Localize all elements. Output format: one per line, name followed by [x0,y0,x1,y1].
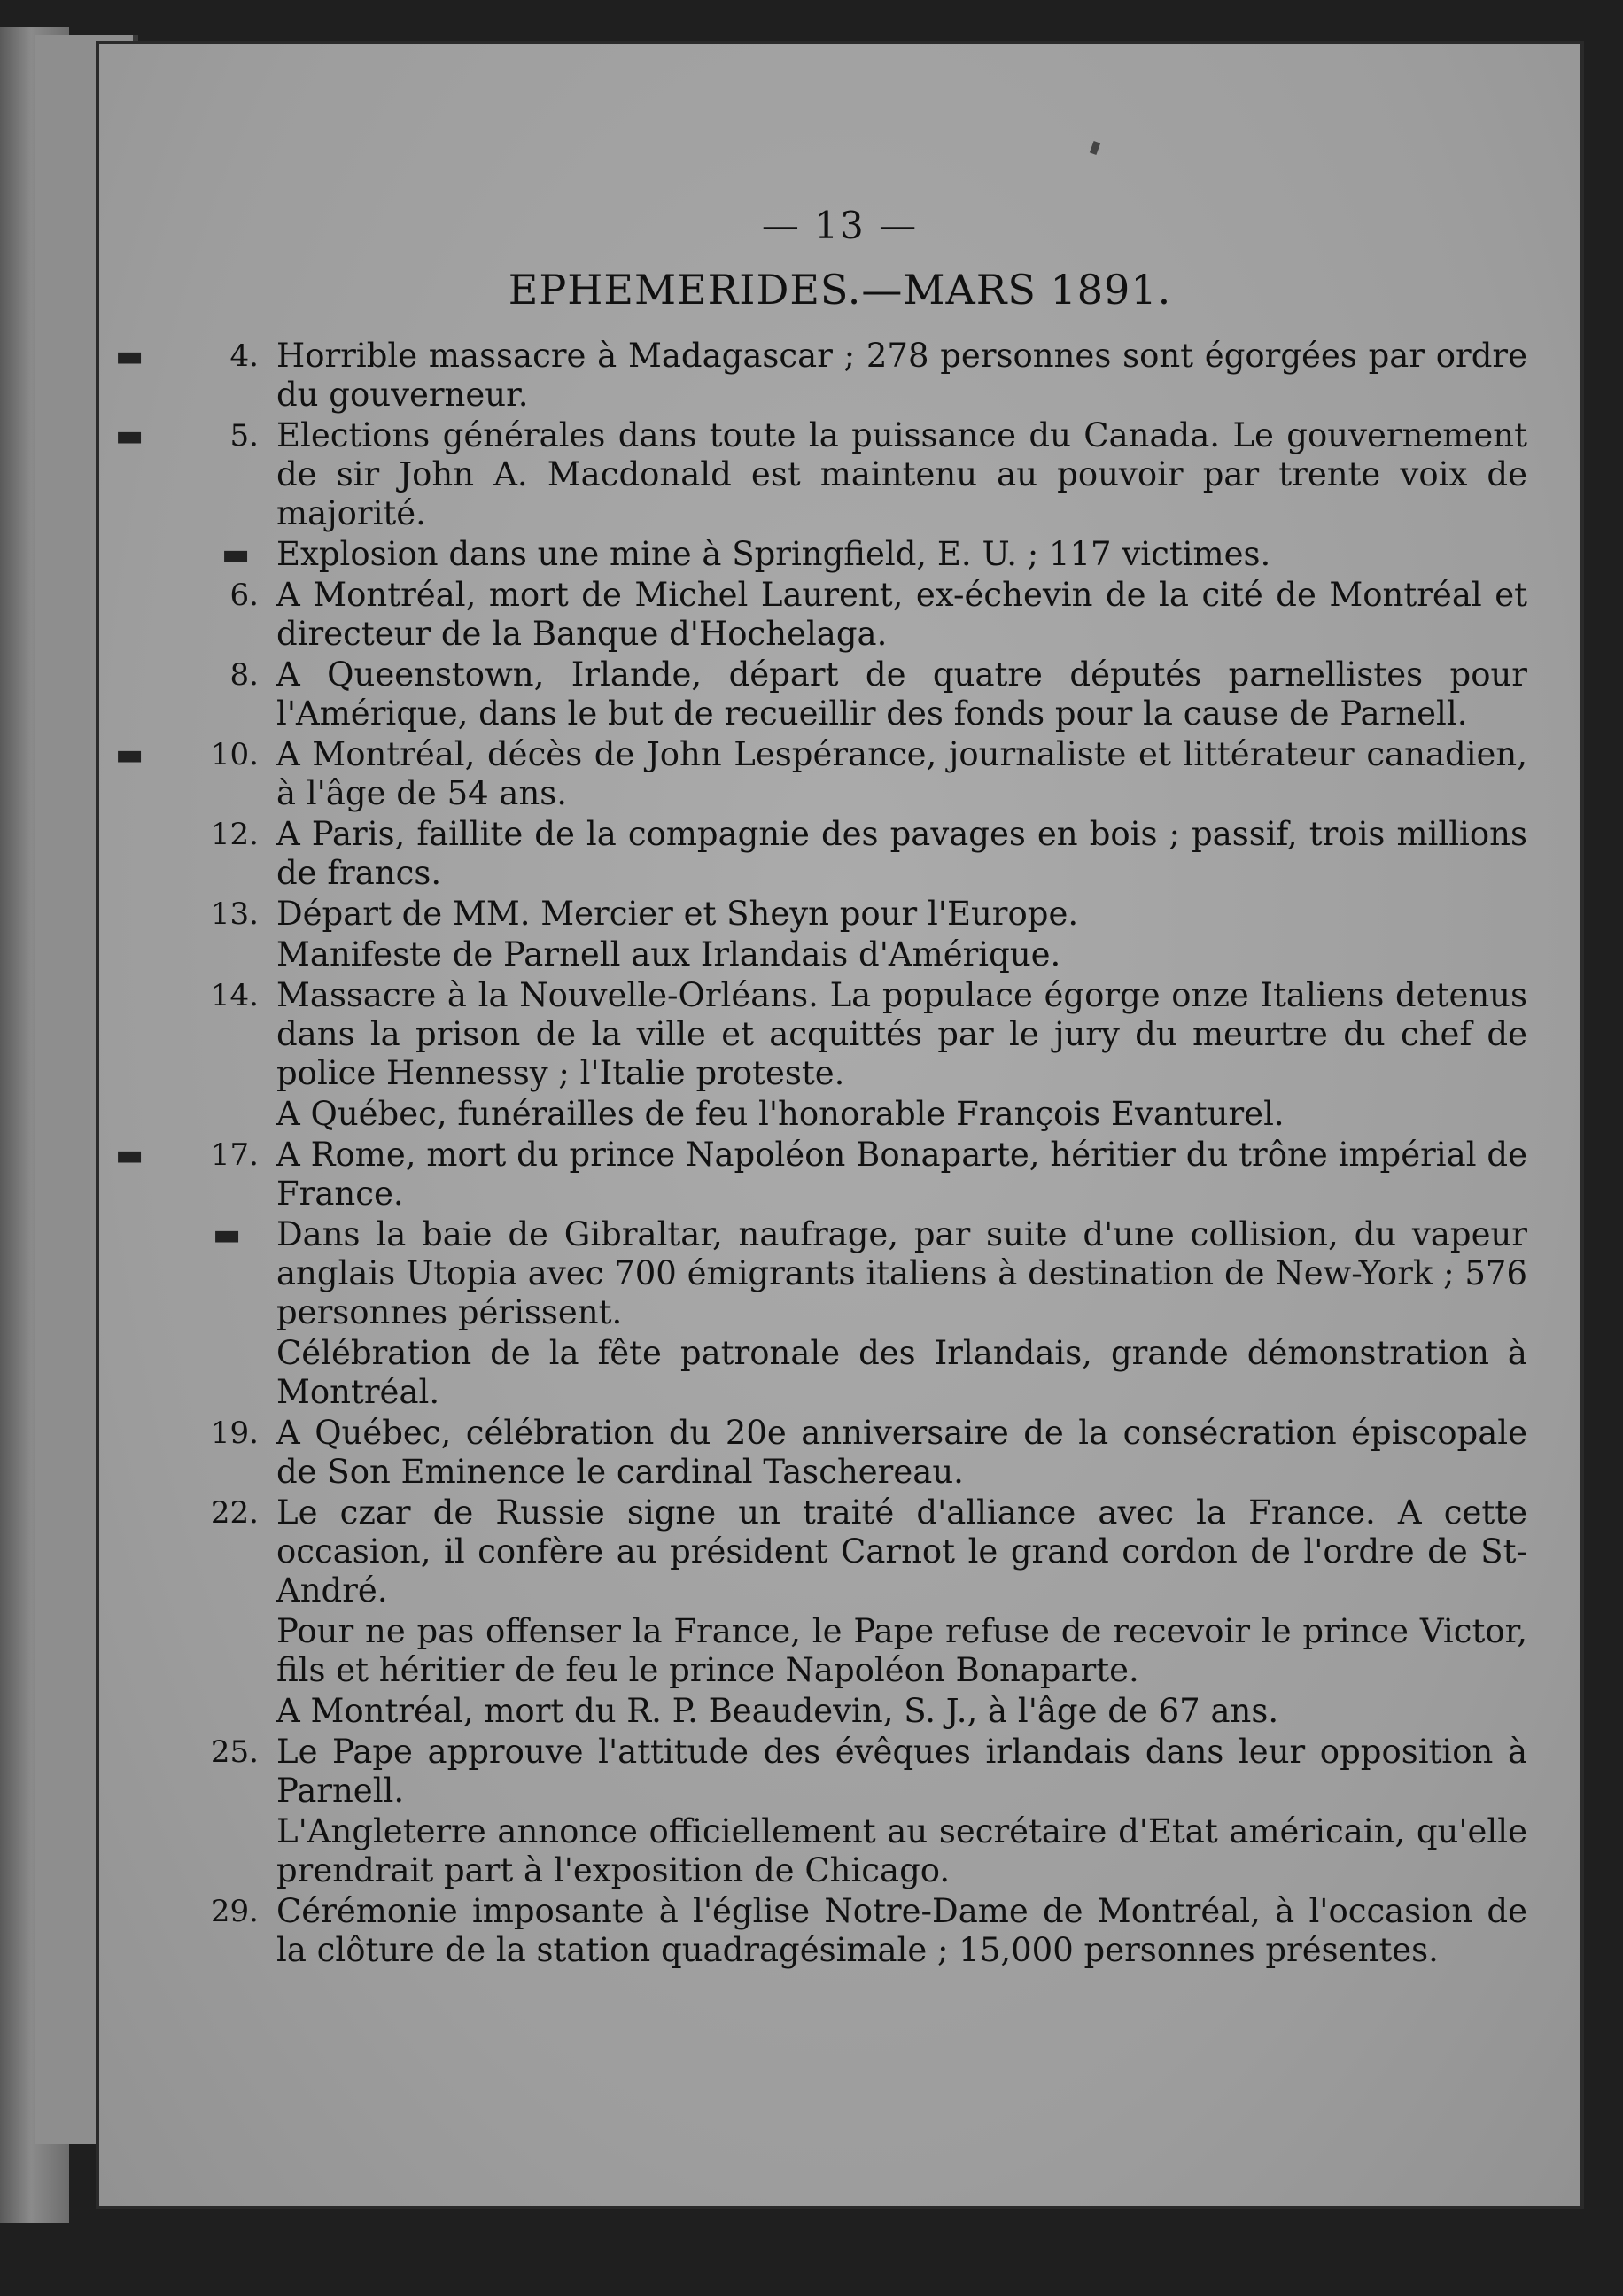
entry-day: 5. [229,418,259,454]
entry-text: L'Angleterre annonce officiellement au secrétaire d'Etat américain, qu'elle prendrait part à l'exposition de Chicago. [276,1812,1527,1889]
entry-day: 12. [210,817,259,852]
list-item [99,815,1580,893]
list-item [99,576,1580,654]
entry-text: Le czar de Russie signe un traité d'alliance avec la France. A cette occasion, il confère au président Carnot le grand cordon de l'ordre de St-André. [276,1493,1527,1610]
entry-day: 22. [210,1495,259,1531]
list-item [99,1136,1580,1214]
entry-text: A Québec, célébration du 20e anniversaire de la consécration épiscopale de Son Eminence le cardinal Taschereau. [276,1414,1527,1491]
book-page [99,44,1580,2206]
margin-mark: ▬ [213,1217,242,1253]
list-item [99,735,1580,813]
list-item [99,976,1580,1093]
list-item [99,1493,1580,1610]
margin-mark: ▬ [115,418,144,454]
entry-day: 14. [210,978,259,1013]
entry-day: 19. [210,1416,259,1451]
list-item [99,535,1580,574]
list-item [99,1812,1580,1890]
entry-text: Explosion dans une mine à Springfield, E. U. ; 117 victimes. [276,535,1271,573]
list-item [99,1612,1580,1690]
entry-text: A Rome, mort du prince Napoléon Bonaparte, héritier du trône impérial de France. [276,1136,1527,1213]
list-item [99,1692,1580,1731]
entry-text: A Montréal, mort du R. P. Beaudevin, S. J., à l'âge de 67 ans. [276,1692,1279,1730]
entry-text: Célébration de la fête patronale des Irlandais, grande démonstration à Montréal. [276,1334,1527,1411]
list-item [99,1733,1580,1811]
list-item [99,337,1580,415]
entry-day: 25. [210,1734,259,1770]
entry-day: 8. [229,657,259,693]
margin-mark: ▬ [115,338,144,374]
list-item [99,1215,1580,1332]
list-item [99,1892,1580,1970]
entry-day: 4. [229,338,259,374]
entry-text: A Paris, faillite de la compagnie des pavages en bois ; passif, trois millions de francs. [276,815,1527,892]
margin-mark: ▬ [221,537,251,572]
margin-mark: ▬ [115,737,144,772]
entry-text: Départ de MM. Mercier et Sheyn pour l'Europe. [276,895,1079,933]
entry-text: Horrible massacre à Madagascar ; 278 personnes sont égorgées par ordre du gouverneur. [276,337,1527,414]
page-number: — 13 — [761,204,919,247]
entry-text: A Montréal, décès de John Lespérance, journaliste et littérateur canadien, à l'âge de 54 ans. [276,735,1527,812]
entry-text: Elections générales dans toute la puissance du Canada. Le gouvernement de sir John A. Macdonald est maintenu au pouvoir par trente voix de majorité. [276,416,1527,532]
ephemerides-list [99,337,1580,1972]
list-item [99,895,1580,934]
entry-text: A Québec, funérailles de feu l'honorable François Evanturel. [276,1095,1285,1133]
list-item [99,416,1580,533]
list-item [99,1334,1580,1412]
list-item [99,1414,1580,1492]
entry-day: 13. [210,896,259,932]
list-item [99,655,1580,733]
entry-text: Le Pape approuve l'attitude des évêques irlandais dans leur opposition à Parnell. [276,1733,1527,1810]
entry-text: Massacre à la Nouvelle-Orléans. La populace égorge onze Italiens detenus dans la prison de la ville et acquittés par le jury du meurtre du chef de police Hennessy ; l'Italie proteste. [276,976,1527,1092]
margin-mark: ▬ [115,1137,144,1173]
entry-day: 10. [210,737,259,772]
entry-text: A Montréal, mort de Michel Laurent, ex-échevin de la cité de Montréal et directeur de la Banque d'Hochelaga. [276,576,1527,653]
entry-text: Pour ne pas offenser la France, le Pape refuse de recevoir le prince Victor, fils et héritier de feu le prince Napoléon Bonaparte. [276,1612,1527,1689]
list-item [99,935,1580,974]
entry-day: 17. [210,1137,259,1173]
ink-speck [1090,141,1100,155]
page-title: EPHEMERIDES.—MARS 1891. [508,266,1172,314]
list-item [99,1095,1580,1134]
entry-day: 29. [210,1894,259,1929]
entry-text: Dans la baie de Gibraltar, naufrage, par suite d'une collision, du vapeur anglais Utopia avec 700 émigrants italiens à destination de New-York ; 576 personnes périssent. [276,1215,1527,1331]
entry-text: Cérémonie imposante à l'église Notre-Dame de Montréal, à l'occasion de la clôture de la station quadragésimale ; 15,000 personnes présentes. [276,1892,1527,1969]
entry-text: A Queenstown, Irlande, départ de quatre députés parnellistes pour l'Amérique, dans le but de recueillir des fonds pour la cause de Parnell. [276,655,1527,733]
entry-text: Manifeste de Parnell aux Irlandais d'Amérique. [276,935,1061,973]
entry-day: 6. [229,578,259,613]
